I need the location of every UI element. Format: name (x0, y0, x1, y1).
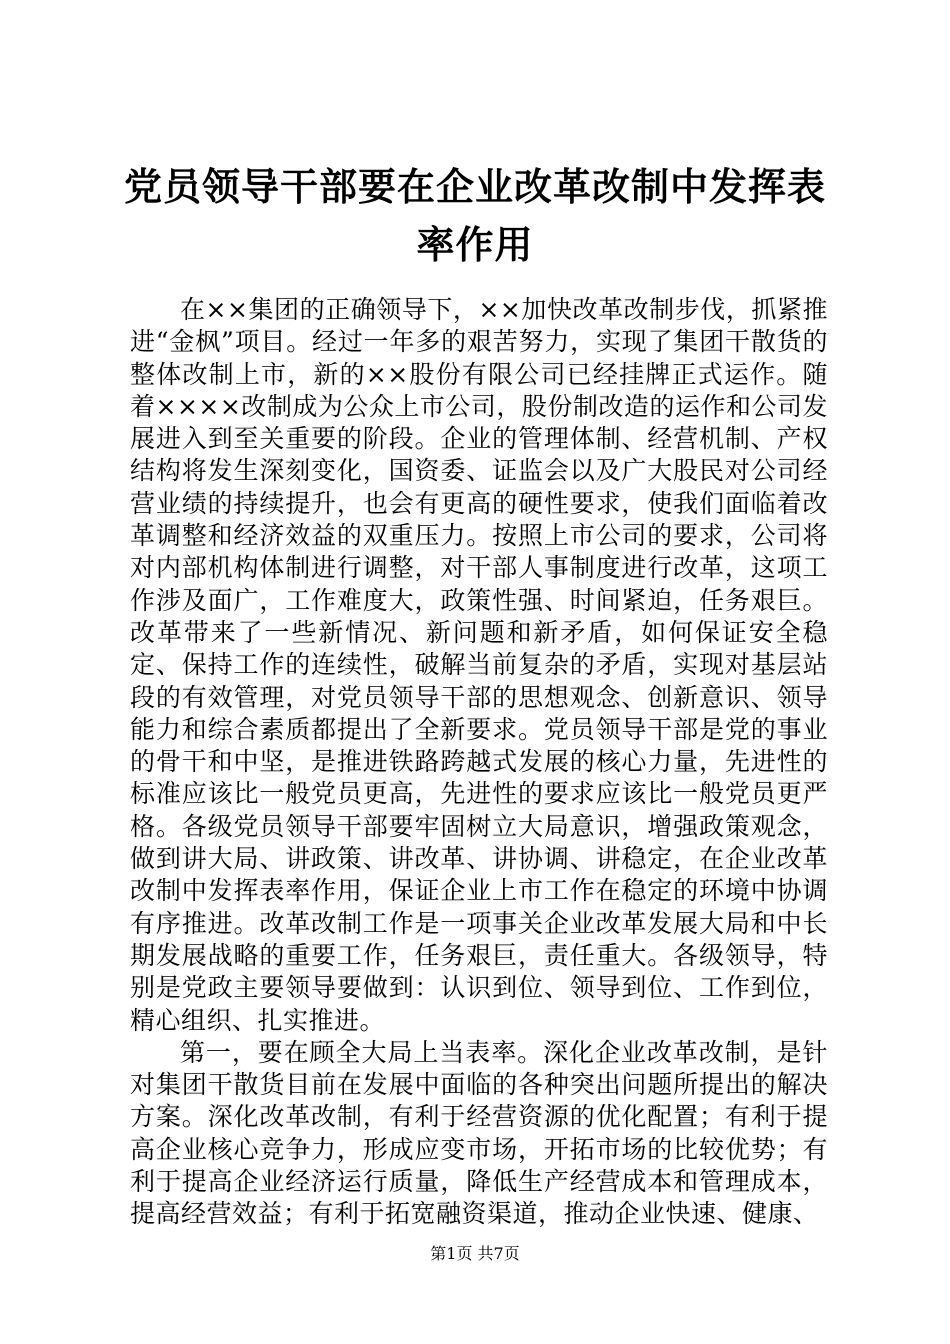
page-number-footer: 第1页 共7页 (430, 1244, 520, 1263)
document-title: 党员领导干部要在企业改革改制中发挥表率作用 (123, 164, 826, 267)
paragraph-first-point: 第一，要在顾全大局上当表率。深化企业改革改制，是针对集团干散货目前在发展中面临的各种突出问题所提出的解决方案。深化改革改制，有利于经营资源的优化配置；有利于提高企业核心竞争力，形成应变市场，开拓市场的比较优势；有利于提高企业经济运行质量，降低生产经营成本和管理成本，提高经营效益；有利于拓宽融资渠道，推动企业快速、健康、 (130, 1037, 828, 1229)
paragraph-intro: 在××集团的正确领导下，××加快改革改制步伐，抓紧推进“金枫”项目。经过一年多的艰苦努力，实现了集团干散货的整体改制上市，新的××股份有限公司已经挂牌正式运作。随着××××改制成为公众上市公司，股份制改造的运作和公司发展进入到至关重要的阶段。企业的管理体制、经营机制、产权结构将发生深刻变化，国资委、证监会以及广大股民对公司经营业绩的持续提升，也会有更高的硬性要求，使我们面临着改革调整和经济效益的双重压力。按照上市公司的要求，公司将对内部机构体制进行调整，对干部人事制度进行改革，这项工作涉及面广，工作难度大，政策性强、时间紧迫，任务艰巨。改革带来了一些新情况、新问题和新矛盾，如何保证安全稳定、保持工作的连续性，破解当前复杂的矛盾，实现对基层站段的有效管理，对党员领导干部的思想观念、创新意识、领导能力和综合素质都提出了全新要求。党员领导干部是党的事业的骨干和中坚，是推进铁路跨越式发展的核心力量，先进性的标准应该比一般党员更高，先进性的要求应该比一般党员更严格。各级党员领导干部要牢固树立大局意识，增强政策观念，做到讲大局、讲政策、讲改革、讲协调、讲稳定，在企业改革改制中发挥表率作用，保证企业上市工作在稳定的环境中协调有序推进。改革改制工作是一项事关企业改革发展大局和中长期发展战略的重要工作，任务艰巨，责任重大。各级领导，特别是党政主要领导要做到：认识到位、领导到位、工作到位，精心组织、扎实推进。 (130, 295, 828, 1035)
document-body (130, 294, 828, 1231)
